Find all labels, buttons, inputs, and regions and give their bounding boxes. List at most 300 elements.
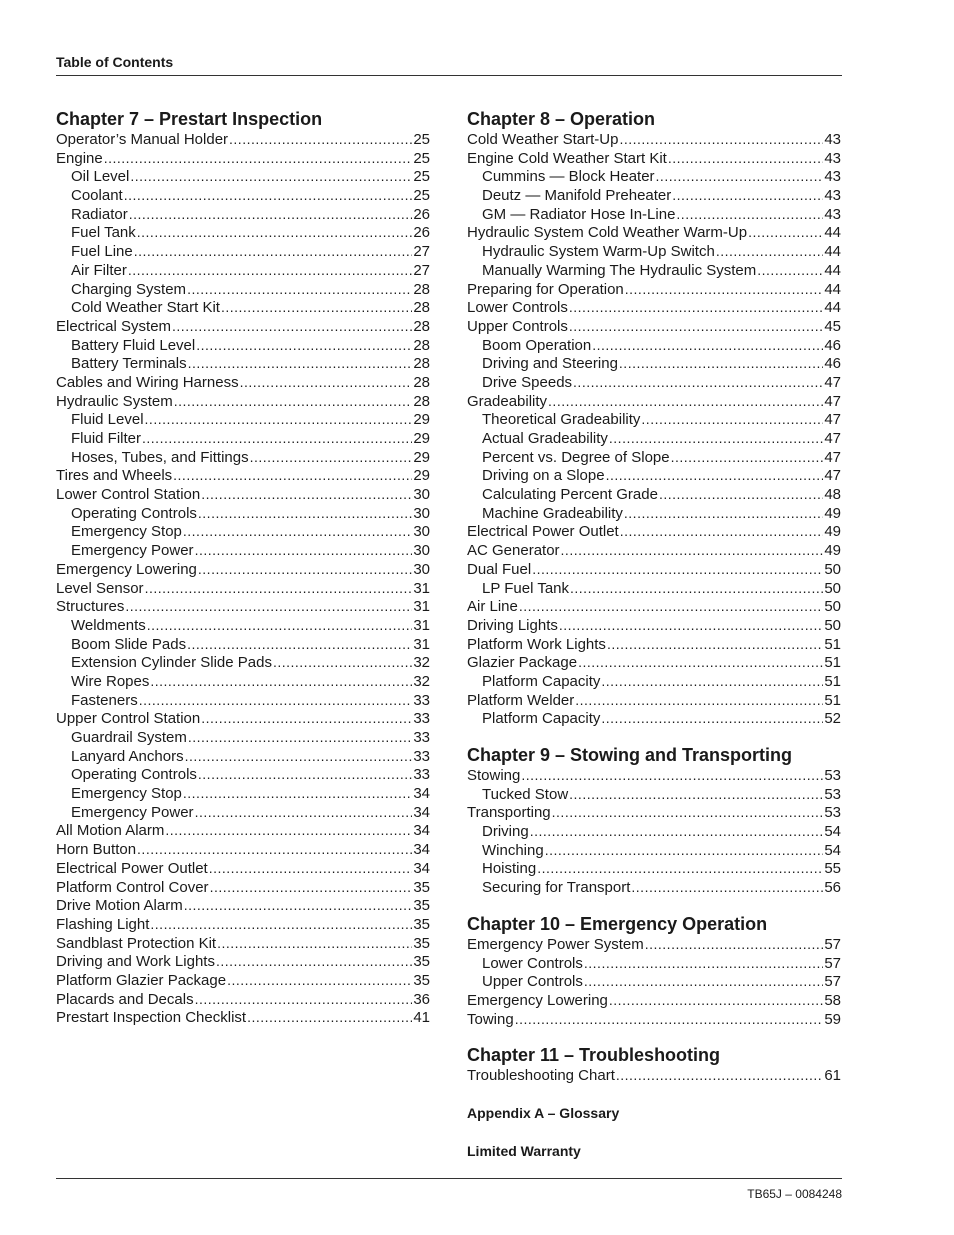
toc-entry-label: Hydraulic System Warm-Up Switch [482,243,715,261]
dot-leader [620,522,824,541]
toc-entry-label: All Motion Alarm [56,822,165,840]
dot-leader [145,579,413,598]
toc-entry[interactable] [467,653,841,672]
dot-leader [672,186,823,205]
dot-leader [619,130,823,149]
dot-leader [592,336,823,355]
chapter-heading: Chapter 8 – Operation [467,109,656,129]
toc-entry[interactable] [56,149,430,168]
toc-entry-page: 34 [413,841,430,859]
toc-entry[interactable] [467,822,841,841]
toc-entry-page: 46 [824,355,841,373]
dot-leader [545,841,824,860]
toc-entry[interactable] [56,934,430,953]
toc-entry[interactable] [56,971,430,990]
toc-entry[interactable] [56,635,430,654]
toc-entry-page: 31 [413,635,430,653]
dot-leader [174,392,413,411]
toc-entry[interactable] [467,392,841,411]
toc-entry-label: Lower Control Station [56,486,201,504]
toc-entry-page: 29 [413,467,430,485]
toc-entry-label: Fuel Tank [71,224,136,242]
toc-entry-label: Structures [56,598,125,616]
toc-entry-label: Charging System [71,280,187,298]
toc-entry[interactable] [56,952,430,971]
toc-entry-label: Operator’s Manual Holder [56,131,229,148]
toc-entry-label: Horn Button [56,841,137,859]
toc-entry[interactable] [467,672,841,691]
toc-entry[interactable] [56,223,430,242]
toc-entry-label: Hydraulic System Cold Weather Warm-Up [467,224,748,242]
toc-entry-page: 30 [413,486,430,504]
dot-leader [125,597,412,616]
toc-entry-page: 43 [824,187,841,205]
toc-entry[interactable] [56,709,430,728]
toc-entry[interactable] [56,672,430,691]
dot-leader [573,373,823,392]
dot-leader [250,448,413,467]
toc-entry-page: 25 [413,131,430,148]
toc-entry-page: 48 [824,486,841,504]
dot-leader [552,803,824,822]
toc-entry[interactable] [467,242,841,261]
toc-entry[interactable] [467,691,841,710]
toc-entry-page: 33 [413,729,430,746]
toc-entry-page: 50 [824,598,841,616]
dot-leader [607,635,823,654]
toc-entry[interactable] [467,298,841,317]
dot-leader [217,934,412,953]
toc-entry[interactable] [467,466,841,485]
dot-leader [201,709,412,728]
toc-entry[interactable] [56,878,430,897]
toc-entry[interactable] [467,280,841,299]
toc-entry-page: 61 [824,1067,841,1085]
dot-leader [184,896,413,915]
toc-entry-label: Air Filter [71,261,127,279]
toc-entry-page: 26 [413,224,430,242]
toc-entry-label: Emergency Stop [71,785,182,803]
warranty-heading: Limited Warranty [467,1142,581,1159]
dot-leader [548,392,823,411]
dot-leader [198,765,412,784]
toc-entry[interactable] [467,504,841,523]
toc-entry[interactable] [56,784,430,803]
toc-entry-page: 33 [413,766,430,784]
toc-entry-label: Radiator [71,205,128,223]
dot-leader [129,205,413,224]
dot-leader [569,317,823,336]
toc-entry[interactable] [467,485,841,504]
dot-leader [172,317,412,336]
toc-entry[interactable] [56,429,430,448]
toc-entry-label: Emergency Power [71,803,194,821]
dot-leader [183,784,412,803]
toc-entry[interactable] [56,336,430,355]
toc-entry-page: 28 [413,392,430,410]
toc-entry-page: 50 [824,616,841,634]
toc-entry-page: 53 [824,767,841,784]
dot-leader [624,504,823,523]
dot-leader [748,223,823,242]
toc-entry-label: Lower Controls [467,299,568,317]
dot-leader [609,429,823,448]
dot-leader [575,691,823,710]
toc-entry-page: 59 [824,1010,841,1028]
dot-leader [139,691,413,710]
toc-entry-label: Towing [467,1010,514,1028]
toc-entry[interactable] [467,167,841,186]
toc-entry-label: Guardrail System [71,729,187,746]
toc-entry-label: Weldments [71,616,146,634]
toc-entry[interactable] [56,859,430,878]
toc-entry[interactable] [56,728,430,747]
toc-entry[interactable] [467,186,841,205]
toc-entry-page: 30 [413,504,430,522]
dot-leader [619,354,823,373]
toc-entry[interactable] [56,915,430,934]
dot-leader [209,859,413,878]
toc-entry-label: Driving and Work Lights [56,953,215,971]
toc-entry-page: 27 [413,261,430,279]
toc-entry-label: Cummins — Block Heater [482,168,655,186]
toc-entry-label: Platform Glazier Package [56,971,227,989]
toc-entry[interactable] [56,298,430,317]
toc-entry[interactable] [467,130,841,149]
toc-entry-page: 51 [824,691,841,709]
toc-entry-page: 32 [413,654,430,672]
toc-entry-label: Platform Welder [467,691,575,709]
toc-entry-page: 49 [824,542,841,560]
toc-entry[interactable] [56,280,430,299]
toc-entry-page: 50 [824,579,841,597]
toc-entry-page: 25 [413,187,430,205]
toc-entry[interactable] [56,354,430,373]
toc-entry-label: Theoretical Gradeability [482,411,641,429]
dot-leader [165,821,412,840]
toc-entry-page: 35 [413,934,430,952]
toc-entry-page: 49 [824,523,841,541]
toc-entry[interactable] [56,1008,430,1027]
toc-entry-label: Driving Lights [467,616,558,634]
toc-entry[interactable] [467,336,841,355]
toc-entry[interactable] [467,878,841,897]
toc-entry[interactable] [56,653,430,672]
toc-entry[interactable] [56,522,430,541]
toc-entry-page: 44 [824,243,841,261]
header-rule [56,75,842,76]
toc-entry-label: Percent vs. Degree of Slope [482,448,670,466]
toc-entry-page: 35 [413,953,430,971]
chapter-heading: Chapter 7 – Prestart Inspection [56,109,323,129]
toc-entry[interactable] [467,579,841,598]
toc-entry-label: Cold Weather Start Kit [71,299,220,317]
toc-entry[interactable] [56,747,430,766]
toc-entry[interactable] [467,841,841,860]
toc-entry-label: Engine Cold Weather Start Kit [467,149,667,167]
toc-entry-page: 32 [413,672,430,690]
dot-leader [240,373,413,392]
toc-entry[interactable] [467,709,841,728]
toc-entry-label: Securing for Transport [482,879,631,897]
toc-entry-label: Tucked Stow [482,785,569,803]
toc-entry-page: 25 [413,149,430,167]
toc-entry[interactable] [467,597,841,616]
toc-entry[interactable] [467,954,841,973]
toc-entry-label: Engine [56,149,103,167]
toc-entry[interactable] [56,616,430,635]
toc-right-column [467,108,841,1159]
toc-entry[interactable] [56,261,430,280]
dot-leader [606,466,824,485]
toc-entry-label: Flashing Light [56,915,150,933]
toc-entry-page: 30 [413,560,430,578]
toc-entry-page: 34 [413,785,430,803]
dot-leader [216,952,412,971]
toc-entry-label: Boom Operation [482,336,592,354]
toc-entry[interactable] [467,991,841,1010]
toc-entry-page: 35 [413,897,430,915]
dot-leader [196,336,412,355]
toc-entry[interactable] [56,560,430,579]
toc-entry-page: 43 [824,168,841,186]
toc-entry-page: 57 [824,973,841,991]
toc-entry[interactable] [56,485,430,504]
dot-leader [130,167,412,186]
toc-entry-page: 49 [824,504,841,522]
toc-entry-page: 34 [413,803,430,821]
toc-entry[interactable] [56,130,430,149]
dot-leader [668,149,823,168]
toc-entry[interactable] [467,766,841,785]
toc-entry[interactable] [467,859,841,878]
toc-entry[interactable] [467,354,841,373]
toc-entry-page: 28 [413,299,430,317]
toc-entry-label: Glazier Package [467,654,578,672]
toc-entry-label: Battery Terminals [71,355,187,373]
dot-leader [247,1008,412,1027]
page-header-title: Table of Contents [56,54,174,70]
toc-entry[interactable] [467,149,841,168]
toc-entry-label: Electrical Power Outlet [467,523,619,541]
toc-entry[interactable] [467,410,841,429]
toc-entry[interactable] [467,522,841,541]
dot-leader [147,616,413,635]
toc-entry[interactable] [467,803,841,822]
appendix-heading: Appendix A – Glossary [467,1104,620,1121]
dot-leader [195,803,413,822]
dot-leader [515,1010,824,1029]
toc-entry-page: 34 [413,859,430,877]
toc-entry-label: Stowing [467,767,521,784]
dot-leader [227,971,412,990]
toc-entry-page: 28 [413,317,430,335]
toc-entry[interactable] [56,392,430,411]
chapter-heading: Chapter 11 – Troubleshooting [467,1045,721,1066]
toc-entry[interactable] [467,429,841,448]
toc-entry-page: 47 [824,448,841,466]
dot-leader [569,298,823,317]
toc-entry-page: 41 [413,1009,430,1027]
toc-entry-label: Transporting [467,804,551,822]
toc-entry-page: 28 [413,355,430,373]
toc-entry-label: Boom Slide Pads [71,635,187,653]
toc-entry-label: Winching [482,841,544,859]
toc-entry-page: 44 [824,224,841,242]
toc-entry[interactable] [56,840,430,859]
toc-entry-label: Extension Cylinder Slide Pads [71,654,272,672]
dot-leader [145,410,413,429]
toc-entry[interactable] [56,410,430,429]
toc-entry-page: 35 [413,915,430,933]
toc-entry[interactable] [56,466,430,485]
toc-entry-page: 47 [824,467,841,485]
toc-entry-label: Electrical Power Outlet [56,859,208,877]
toc-entry[interactable] [467,1066,841,1085]
toc-entry-label: Cold Weather Start-Up [467,131,619,148]
toc-entry-label: Troubleshooting Chart [467,1067,615,1085]
toc-entry-label: Calculating Percent Grade [482,486,658,504]
toc-entry-label: Coolant [71,187,123,205]
toc-entry-page: 47 [824,411,841,429]
toc-entry[interactable] [467,616,841,635]
toc-entry[interactable] [56,896,430,915]
toc-entry-page: 52 [824,710,841,728]
toc-entry-label: Tires and Wheels [56,467,173,485]
dot-leader [570,579,823,598]
toc-entry-page: 30 [413,523,430,541]
toc-entry-page: 33 [413,691,430,709]
toc-entry-page: 35 [413,971,430,989]
dot-leader [671,448,824,467]
toc-entry-label: Battery Fluid Level [71,336,196,354]
toc-entry[interactable] [56,205,430,224]
dot-leader [187,280,412,299]
chapter-heading: Chapter 10 – Emergency Operation [467,913,768,934]
dot-leader [616,1066,823,1085]
toc-entry[interactable] [467,223,841,242]
toc-entry-page: 56 [824,879,841,897]
toc-entry-label: Hydraulic System [56,392,173,410]
toc-entry-label: AC Generator [467,542,560,560]
toc-entry-label: Emergency Stop [71,523,182,541]
toc-entry[interactable] [467,1010,841,1029]
dot-leader [142,429,412,448]
toc-entry[interactable] [467,785,841,804]
toc-entry[interactable] [467,541,841,560]
toc-entry-label: Air Line [467,598,518,616]
toc-entry-label: Level Sensor [56,579,144,597]
toc-entry[interactable] [467,560,841,579]
toc-entry-label: Fasteners [71,691,138,709]
toc-entry[interactable] [56,373,430,392]
toc-entry[interactable] [56,167,430,186]
toc-left-column [56,108,430,1027]
dot-leader [532,560,823,579]
toc-entry[interactable] [56,579,430,598]
toc-entry[interactable] [56,803,430,822]
toc-entry-page: 36 [413,990,430,1008]
toc-entry[interactable] [56,765,430,784]
toc-entry[interactable] [56,597,430,616]
toc-entry[interactable] [467,261,841,280]
toc-entry[interactable] [56,242,430,261]
toc-entry-label: Emergency Lowering [467,991,608,1009]
dot-leader [559,616,823,635]
dot-leader [104,149,413,168]
toc-entry-label: Prestart Inspection Checklist [56,1009,247,1027]
toc-entry-page: 47 [824,373,841,391]
toc-entry-page: 25 [413,168,430,186]
toc-entry-label: Sandblast Protection Kit [56,934,217,952]
toc-entry[interactable] [467,448,841,467]
dot-leader [229,130,412,149]
toc-entry[interactable] [56,504,430,523]
dot-leader [201,485,412,504]
toc-entry-label: Fluid Level [71,411,144,429]
toc-entry[interactable] [56,691,430,710]
toc-entry[interactable] [467,935,841,954]
dot-leader [198,504,412,523]
dot-leader [625,280,824,299]
toc-entry-label: Machine Gradeability [482,504,623,522]
toc-entry-page: 29 [413,411,430,429]
dot-leader [210,878,413,897]
toc-entry-page: 50 [824,560,841,578]
toc-entry-label: Platform Control Cover [56,878,209,896]
dot-leader [641,410,823,429]
dot-leader [183,522,412,541]
toc-entry[interactable] [56,186,430,205]
toc-entry-page: 33 [413,710,430,728]
dot-leader [584,972,823,991]
dot-leader [601,672,823,691]
dot-leader [521,766,823,785]
toc-entry-label: Hoses, Tubes, and Fittings [71,448,249,466]
toc-entry[interactable] [467,635,841,654]
toc-entry-page: 44 [824,280,841,298]
toc-entry[interactable] [467,373,841,392]
toc-entry[interactable] [56,821,430,840]
toc-entry[interactable] [56,448,430,467]
dot-leader [676,205,823,224]
toc-entry-page: 29 [413,448,430,466]
toc-entry-label: Emergency Lowering [56,560,197,578]
toc-entry[interactable] [467,972,841,991]
toc-entry[interactable] [467,205,841,224]
toc-entry-label: Platform Capacity [482,672,601,690]
toc-entry-page: 51 [824,635,841,653]
toc-entry[interactable] [467,317,841,336]
toc-entry[interactable] [56,990,430,1009]
toc-entry-page: 58 [824,991,841,1009]
dot-leader [601,709,823,728]
dot-leader [757,261,823,280]
toc-entry[interactable] [56,541,430,560]
toc-entry-page: 44 [824,261,841,279]
toc-entry-label: Platform Work Lights [467,635,606,653]
toc-entry-page: 28 [413,336,430,354]
dot-leader [128,261,412,280]
toc-entry-page: 43 [824,205,841,223]
toc-entry-page: 31 [413,579,430,597]
toc-entry-label: LP Fuel Tank [482,579,570,597]
toc-entry-label: Operating Controls [71,766,197,784]
toc-entry[interactable] [56,317,430,336]
dot-leader [656,167,824,186]
toc-entry-page: 28 [413,373,430,391]
toc-entry-label: Preparing for Operation [467,280,624,298]
